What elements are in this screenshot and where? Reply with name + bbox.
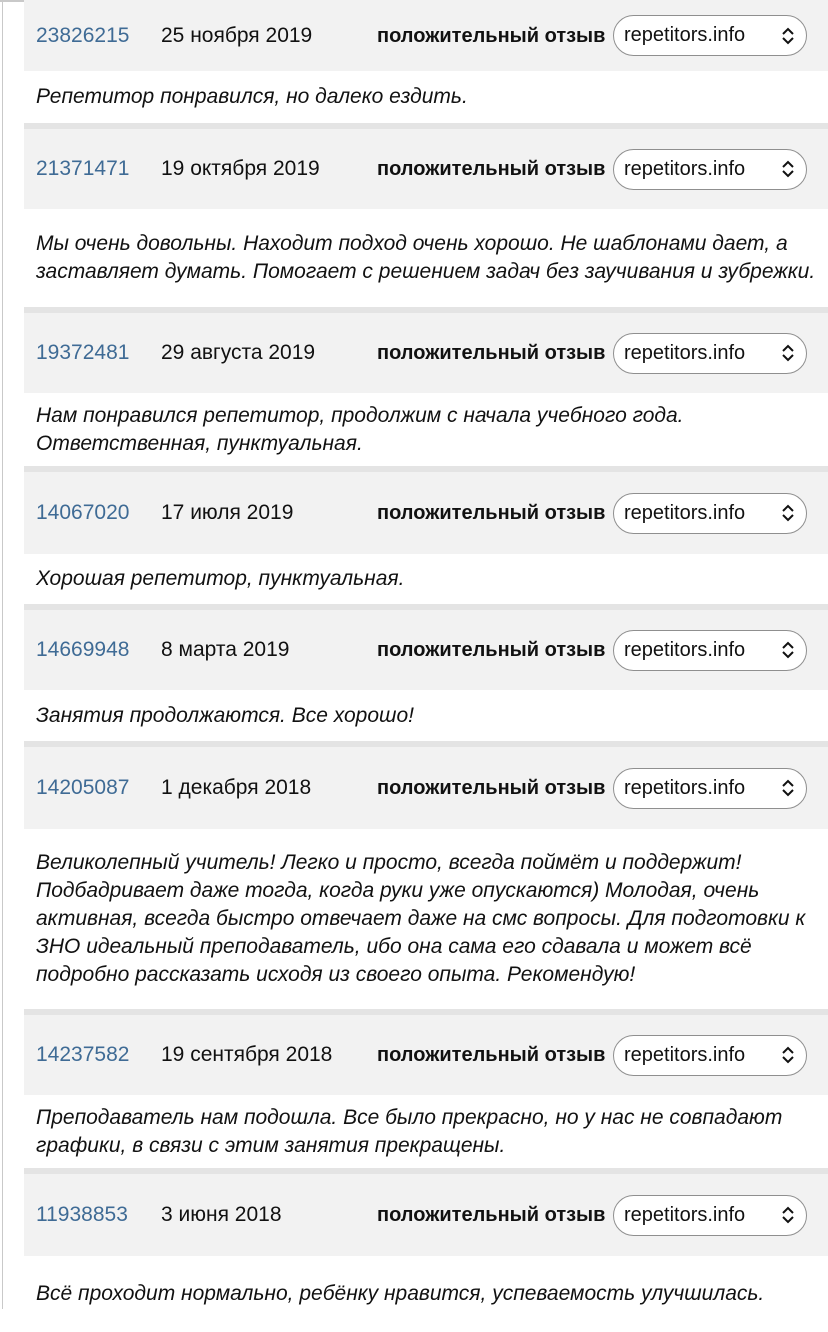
review-id-link[interactable]: 11938853 (36, 1203, 128, 1226)
source-select-value: repetitors.info (624, 1043, 746, 1066)
review-date: 17 июля 2019 (161, 501, 294, 524)
source-select-value: repetitors.info (624, 157, 746, 180)
source-select[interactable] (613, 630, 807, 671)
review-id-link[interactable]: 14067020 (36, 501, 130, 524)
review-text: Мы очень довольны. Находит подход очень хорошо. Не шаблонами дает, а заставляет думать. Помогает с решением задач без заучивания и зубрежки. (36, 232, 816, 283)
review-type: положительный отзыв (377, 639, 606, 661)
chevron-up-down-icon (780, 1205, 796, 1225)
review-date: 19 сентября 2018 (161, 1043, 333, 1066)
review-date: 8 марта 2019 (161, 638, 290, 661)
review-date: 1 декабря 2018 (161, 776, 312, 799)
review-item (24, 129, 828, 313)
review-header (24, 1015, 828, 1095)
review-text: Преподаватель нам подошла. Все было прекрасно, но у нас не совпадают графики, в связи с этим занятия прекращены. (36, 1105, 783, 1157)
review-type: положительный отзыв (377, 777, 606, 799)
review-date: 29 августа 2019 (161, 341, 316, 364)
review-header (24, 472, 828, 554)
review-header (24, 313, 828, 393)
review-id-link[interactable]: 19372481 (36, 341, 130, 364)
review-text: Великолепный учитель! Легко и просто, всегда поймёт и поддержит! Подбадривает даже тогда, когда руки уже опускаются) Молодая, очень активная, всегда быстро отвечает даже на смс вопросы. Для подготовки к ЗНО идеальный преподаватель, ибо она сама его сдавала и может всё подробно рассказать исходя из своего опыта. Рекомендую! (36, 851, 806, 986)
source-select-value: repetitors.info (624, 1203, 746, 1226)
review-text: Занятия продолжаются. Все хорошо! (36, 703, 414, 727)
review-item (24, 747, 828, 1015)
review-type: положительный отзыв (377, 158, 606, 180)
review-id-link[interactable]: 14237582 (36, 1043, 130, 1066)
chevron-up-down-icon (780, 159, 796, 179)
review-text: Нам понравился репетитор, продолжим с начала учебного года. Ответственная, пунктуальная. (36, 403, 684, 455)
review-header (24, 129, 828, 209)
review-item (24, 313, 828, 472)
source-select-value: repetitors.info (624, 776, 746, 799)
review-text: Хорошая репетитор, пунктуальная. (36, 567, 405, 590)
review-date: 19 октября 2019 (161, 157, 320, 180)
review-item (24, 1174, 828, 1332)
source-select[interactable] (613, 333, 807, 374)
source-select[interactable] (613, 1035, 807, 1076)
review-type: положительный отзыв (377, 342, 606, 364)
chevron-up-down-icon (780, 778, 796, 798)
review-item (24, 0, 828, 129)
source-select-value: repetitors.info (624, 24, 746, 46)
review-item (24, 1015, 828, 1174)
review-date: 25 ноября 2019 (161, 23, 313, 47)
review-text: Всё проходит нормально, ребёнку нравится, успеваемость улучшилась. (36, 1282, 765, 1305)
reviews-list (24, 0, 828, 1332)
source-select-value: repetitors.info (624, 501, 746, 524)
chevron-up-down-icon (780, 26, 796, 46)
review-item (24, 472, 828, 610)
chevron-up-down-icon (780, 1045, 796, 1065)
review-id-link[interactable]: 23826215 (36, 23, 130, 47)
source-select[interactable] (613, 1195, 807, 1236)
review-header (24, 747, 828, 829)
source-select-value: repetitors.info (624, 341, 746, 364)
source-select[interactable] (613, 768, 807, 809)
review-type: положительный отзыв (377, 502, 606, 524)
review-date: 3 июня 2018 (161, 1203, 282, 1226)
review-header (24, 610, 828, 690)
source-select[interactable] (613, 15, 807, 56)
left-border (2, 0, 3, 1309)
chevron-up-down-icon (780, 503, 796, 523)
review-header (24, 1174, 828, 1256)
review-item (24, 610, 828, 747)
review-id-link[interactable]: 21371471 (36, 157, 130, 180)
review-id-link[interactable]: 14669948 (36, 638, 130, 661)
chevron-up-down-icon (780, 640, 796, 660)
review-type: положительный отзыв (377, 1044, 606, 1066)
source-select[interactable] (613, 493, 807, 534)
review-id-link[interactable]: 14205087 (36, 776, 130, 799)
source-select[interactable] (613, 149, 807, 190)
review-type: положительный отзыв (377, 1204, 606, 1226)
chevron-up-down-icon (780, 343, 796, 363)
review-header (24, 0, 828, 71)
review-type: положительный отзыв (377, 24, 606, 47)
review-text: Репетитор понравился, но далеко ездить. (36, 85, 468, 108)
source-select-value: repetitors.info (624, 638, 746, 661)
